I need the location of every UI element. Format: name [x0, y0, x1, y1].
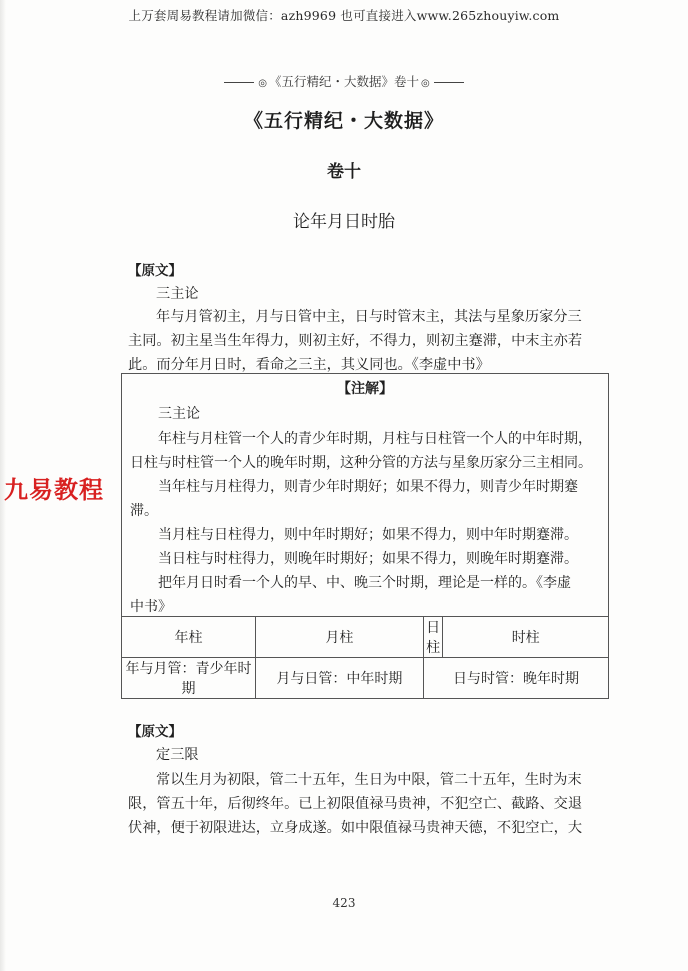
text-line: 年与月管初主，月与日管中主，日与时管末主，其法与星象历家分三 [156, 309, 582, 325]
annotation-subtitle: 三主论 [158, 406, 200, 422]
top-watermark-text: 上万套周易教程请加微信：azh9969 也可直接进入www.265zhouyiw.com [128, 8, 560, 23]
section-subtitle: 定三限 [156, 747, 199, 763]
text-line: 当月柱与日柱得力，则中年时期好；如果不得力，则中年时期蹇滞。 [158, 527, 578, 543]
text-line: 中书》 [130, 599, 172, 615]
text-line: 把年月日时看一个人的早、中、晚三个时期，理论是一样的。《李虚 [158, 575, 571, 591]
text-line: 主同。初主星当生年得力，则初主好，不得力，则初主蹇滞，中末主亦若 [128, 333, 583, 349]
chapter-title: 论年月日时胎 [293, 212, 395, 232]
left-rule [224, 82, 254, 83]
page-number: 423 [332, 896, 356, 910]
right-rule [434, 82, 464, 83]
text-line: 伏神，便于初限进达，立身成遂。如中限值禄马贵神天德，不犯空亡，大 [128, 820, 583, 836]
pillars-table [121, 616, 609, 699]
table-cell: 月与日管：中年时期 [255, 658, 423, 699]
table-cell: 日与时管：晚年时期 [423, 658, 608, 699]
annotation-paragraph [130, 427, 602, 619]
text-line: 限，管五十年，后彻终年。已上初限值禄马贵神，不犯空亡、截路、交退 [128, 796, 583, 812]
original-text-paragraph [128, 305, 602, 377]
text-line: 此。而分年月日时，看命之三主，其义同也。《李虚中书》 [128, 357, 490, 373]
text-line: 当日柱与时柱得力，则晚年时期好；如果不得力，则晚年时期蹇滞。 [158, 551, 578, 567]
running-head-text: 《五行精纪・大数据》卷十 [268, 74, 419, 89]
text-line: 常以生月为初限，管二十五年，生日为中限，管二十五年，生时为末 [156, 772, 582, 788]
table-header-cell: 年柱 [122, 617, 256, 658]
table-header-row [122, 617, 609, 658]
table-header-cell: 月柱 [255, 617, 423, 658]
text-line: 年柱与月柱管一个人的青少年时期，月柱与日柱管一个人的中年时期， [158, 431, 592, 447]
side-brand-watermark: 九易教程 [4, 476, 104, 504]
text-line: 日柱与时柱管一个人的晚年时期，这种分管的方法与星象历家分三主相同。 [130, 455, 592, 471]
section-label-original: 【原文】 [128, 263, 182, 279]
section-subtitle: 三主论 [156, 286, 199, 302]
running-head [0, 72, 688, 90]
section-label-original: 【原文】 [128, 724, 182, 740]
table-header-cell: 时柱 [443, 617, 609, 658]
table-cell: 年与月管：青少年时期 [122, 658, 256, 699]
original-text-paragraph [128, 768, 602, 840]
volume-title: 卷十 [327, 162, 361, 182]
annotation-box [121, 373, 609, 617]
table-header-cell: 日柱 [423, 617, 442, 658]
annotation-label: 【注解】 [337, 381, 393, 397]
text-line: 滞。 [130, 503, 158, 519]
ornament-icon: ◎ [421, 78, 430, 89]
ornament-icon: ◎ [258, 78, 267, 89]
book-title: 《五行精纪・大数据》 [243, 110, 444, 132]
text-line: 当年柱与月柱得力，则青少年时期好；如果不得力，则青少年时期蹇 [158, 479, 578, 495]
table-row [122, 658, 609, 699]
